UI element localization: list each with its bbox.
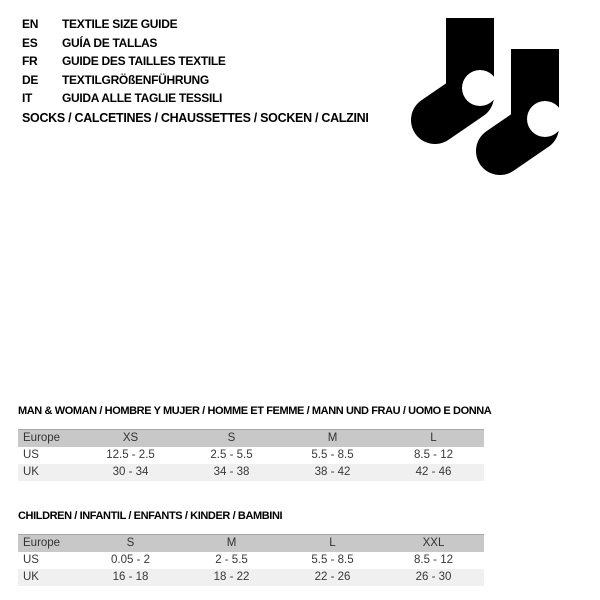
sock-shape-back: [435, 18, 498, 120]
size-cell: 8.5 - 12: [383, 447, 484, 464]
row-label-us: US: [18, 552, 80, 569]
table-row-uk: [18, 464, 484, 481]
size-cell: 42 - 46: [383, 464, 484, 481]
category-title: SOCKS / CALCETINES / CHAUSSETTES / SOCKEN / CALZINI: [22, 111, 369, 125]
col-header-l: L: [282, 535, 383, 552]
size-table-section-children: [18, 509, 484, 586]
language-row-it: [22, 89, 226, 108]
table-title-children: CHILDREN / INFANTIL / ENFANTS / KINDER / BAMBINI: [18, 510, 283, 522]
row-label-uk: UK: [18, 464, 80, 481]
language-code: ES: [22, 35, 38, 50]
row-label-uk: UK: [18, 569, 80, 586]
language-label: TEXTILE SIZE GUIDE: [62, 17, 178, 31]
size-cell: 2.5 - 5.5: [181, 447, 282, 464]
col-header-m: M: [181, 535, 282, 552]
table-header-row: [18, 430, 484, 447]
table-row-us: [18, 447, 484, 464]
col-header-s: S: [80, 535, 181, 552]
table-row-uk: [18, 569, 484, 586]
col-header-m: M: [282, 430, 383, 447]
sock-shape-front: [500, 49, 563, 151]
size-cell: 12.5 - 2.5: [80, 447, 181, 464]
language-code: DE: [22, 72, 39, 87]
col-header-l: L: [383, 430, 484, 447]
socks-icon-svg: [411, 18, 564, 176]
size-table-man-woman: [18, 429, 484, 481]
col-header-xs: XS: [80, 430, 181, 447]
language-code: IT: [22, 91, 33, 106]
language-list: [22, 15, 226, 108]
size-cell: 34 - 38: [181, 464, 282, 481]
socks-icon: [411, 18, 564, 176]
size-cell: 5.5 - 8.5: [282, 447, 383, 464]
language-label: GUÍA DE TALLAS: [62, 35, 158, 50]
language-label: GUIDE DES TAILLES TEXTILE: [62, 54, 226, 69]
table-header-row: [18, 535, 484, 552]
size-cell: 2 - 5.5: [181, 552, 282, 569]
size-table-section-man-woman: [18, 404, 492, 481]
size-cell: 16 - 18: [80, 569, 181, 586]
size-cell: 30 - 34: [80, 464, 181, 481]
table-title-man-woman: MAN & WOMAN / HOMBRE Y MUJER / HOMME ET FEMME / MANN UND FRAU / UOMO E DONNA: [18, 405, 492, 417]
language-row-de: [22, 71, 226, 90]
size-table-children: [18, 534, 484, 586]
size-cell: 26 - 30: [383, 569, 484, 586]
language-row-fr: [22, 52, 226, 71]
size-cell: 22 - 26: [282, 569, 383, 586]
language-label: TEXTILGRÖßENFÜHRUNG: [62, 72, 209, 87]
size-cell: 0.05 - 2: [80, 552, 181, 569]
col-header-xxl: XXL: [383, 535, 484, 552]
col-header-s: S: [181, 430, 282, 447]
col-header-europe: Europe: [18, 430, 80, 447]
size-cell: 5.5 - 8.5: [282, 552, 383, 569]
row-label-us: US: [18, 447, 80, 464]
size-cell: 18 - 22: [181, 569, 282, 586]
size-cell: 8.5 - 12: [383, 552, 484, 569]
col-header-europe: Europe: [18, 535, 80, 552]
language-code: EN: [22, 17, 39, 31]
language-label: GUIDA ALLE TAGLIE TESSILI: [62, 91, 223, 106]
language-row-es: [22, 34, 226, 53]
language-row-en: [22, 15, 226, 34]
table-row-us: [18, 552, 484, 569]
language-code: FR: [22, 54, 38, 69]
size-cell: 38 - 42: [282, 464, 383, 481]
